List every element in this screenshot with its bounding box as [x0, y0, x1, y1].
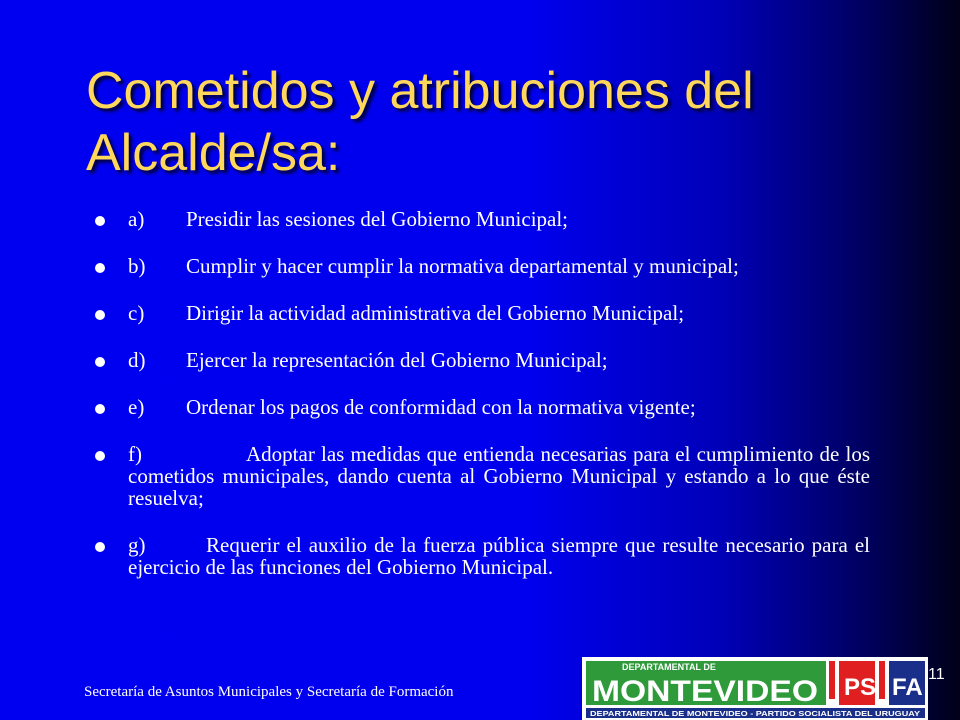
item-text: Adoptar las medidas que entienda necesarias para el cumplimiento de los cometidos municipales, dando cuenta al Gobierno Municipal y estando a lo que éste resuelva;	[128, 442, 870, 510]
item-letter: e)	[128, 395, 145, 419]
item-text: Dirigir la actividad administrativa del Gobierno Municipal;	[186, 301, 685, 325]
slide-number: 11	[928, 666, 945, 683]
list-item	[90, 349, 870, 371]
item-text: Ordenar los pagos de conformidad con la normativa vigente;	[186, 395, 696, 419]
item-text: Ejercer la representación del Gobierno Municipal;	[186, 348, 608, 372]
logo-ps-text: PS	[844, 674, 877, 701]
list-item	[90, 534, 870, 578]
list-item	[90, 208, 870, 230]
logo-red-bar-2	[879, 661, 885, 699]
slide-title: Cometidos y atribuciones del Alcalde/sa:	[86, 62, 754, 182]
list-item	[90, 302, 870, 324]
bullet-dot	[95, 357, 105, 367]
logo-bottom-label: DEPARTAMENTAL DE MONTEVIDEO - PARTIDO SOCIALISTA DEL URUGUAY	[590, 711, 921, 718]
bullet-dot	[95, 404, 105, 414]
party-logo	[582, 657, 928, 720]
bullet-dot	[95, 451, 105, 461]
item-letter: c)	[128, 301, 145, 325]
logo-main-text: MONTEVIDEO	[592, 675, 818, 708]
item-letter: a)	[128, 207, 145, 231]
bullet-dot	[95, 542, 105, 552]
item-letter: f)	[128, 442, 142, 466]
bullet-dot	[95, 216, 105, 226]
item-text: Requerir el auxilio de la fuerza pública siempre que resulte necesario para el ejercicio de las funciones del Gobierno Municipal.	[128, 533, 870, 579]
item-letter: b)	[128, 254, 146, 278]
logo-top-label: DEPARTAMENTAL DE	[622, 662, 716, 672]
item-text: Cumplir y hacer cumplir la normativa departamental y municipal;	[186, 254, 739, 278]
list-item	[90, 396, 870, 418]
bullet-dot	[95, 310, 105, 320]
item-text: Presidir las sesiones del Gobierno Municipal;	[186, 207, 569, 231]
logo-fa-text: FA	[892, 674, 923, 701]
logo-red-bar	[829, 661, 835, 699]
item-letter: g)	[128, 533, 146, 557]
list-item	[90, 443, 870, 509]
footer-text: Secretaría de Asuntos Municipales y Secretaría de Formación	[84, 684, 454, 700]
list-item	[90, 255, 870, 277]
bullet-list	[90, 208, 870, 603]
bullet-dot	[95, 263, 105, 273]
item-letter: d)	[128, 348, 146, 372]
